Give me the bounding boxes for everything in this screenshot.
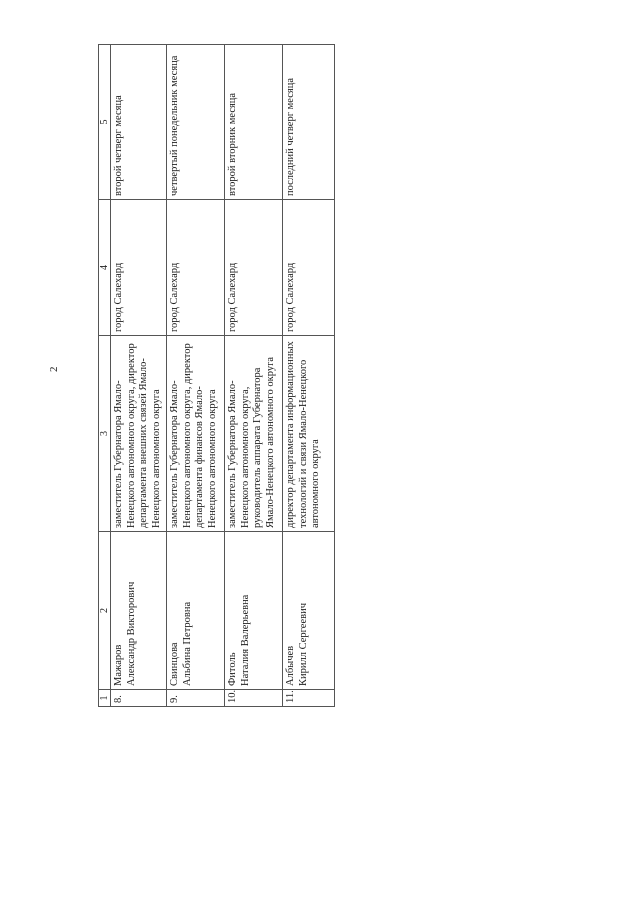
- column-number-5: 5: [99, 45, 111, 200]
- table-row: [167, 45, 225, 707]
- reception-schedule: второй четверг месяца: [111, 45, 167, 200]
- table-row: [225, 45, 283, 707]
- reception-schedule: последний четверг месяца: [283, 45, 335, 200]
- table-row: [283, 45, 335, 707]
- official-position: заместитель Губернатора Ямало-Ненецкого автономного округа, руководитель аппарата Губернатора Ямало-Ненецкого автономного округа: [225, 336, 283, 532]
- reception-place: город Салехард: [167, 200, 225, 336]
- reception-place: город Салехард: [283, 200, 335, 336]
- column-number-2: 2: [99, 532, 111, 690]
- rotated-table-wrapper: [98, 45, 334, 707]
- column-number-3: 3: [99, 336, 111, 532]
- reception-place: город Салехард: [225, 200, 283, 336]
- official-position: заместитель Губернатора Ямало-Ненецкого автономного округа, директор департамента финансов Ямало-Ненецкого автономного округа: [167, 336, 225, 532]
- table-header-row: [99, 45, 111, 707]
- reception-schedule-table: [98, 44, 335, 707]
- row-number: 9.: [167, 690, 225, 707]
- official-position: директор департамента информационных технологий и связи Ямало-Ненецкого автономного округа: [283, 336, 335, 532]
- reception-place: город Салехард: [111, 200, 167, 336]
- official-position: заместитель Губернатора Ямало-Ненецкого автономного округа, директор департамента внешних связей Ямало-Ненецкого автономного округа: [111, 336, 167, 532]
- official-name: Албычев Кирилл Сергеевич: [283, 532, 335, 690]
- column-number-1: 1: [99, 690, 111, 707]
- official-name: Фитоль Наталия Валерьевна: [225, 532, 283, 690]
- official-name: Мажаров Александр Викторович: [111, 532, 167, 690]
- reception-schedule: четвертый понедельник месяца: [167, 45, 225, 200]
- table-row: [111, 45, 167, 707]
- row-number: 11.: [283, 690, 335, 707]
- page-number: 2: [48, 366, 60, 372]
- row-number: 8.: [111, 690, 167, 707]
- row-number: 10.: [225, 690, 283, 707]
- column-number-4: 4: [99, 200, 111, 336]
- official-name: Свинцова Альбина Петровна: [167, 532, 225, 690]
- reception-schedule: второй вторник месяца: [225, 45, 283, 200]
